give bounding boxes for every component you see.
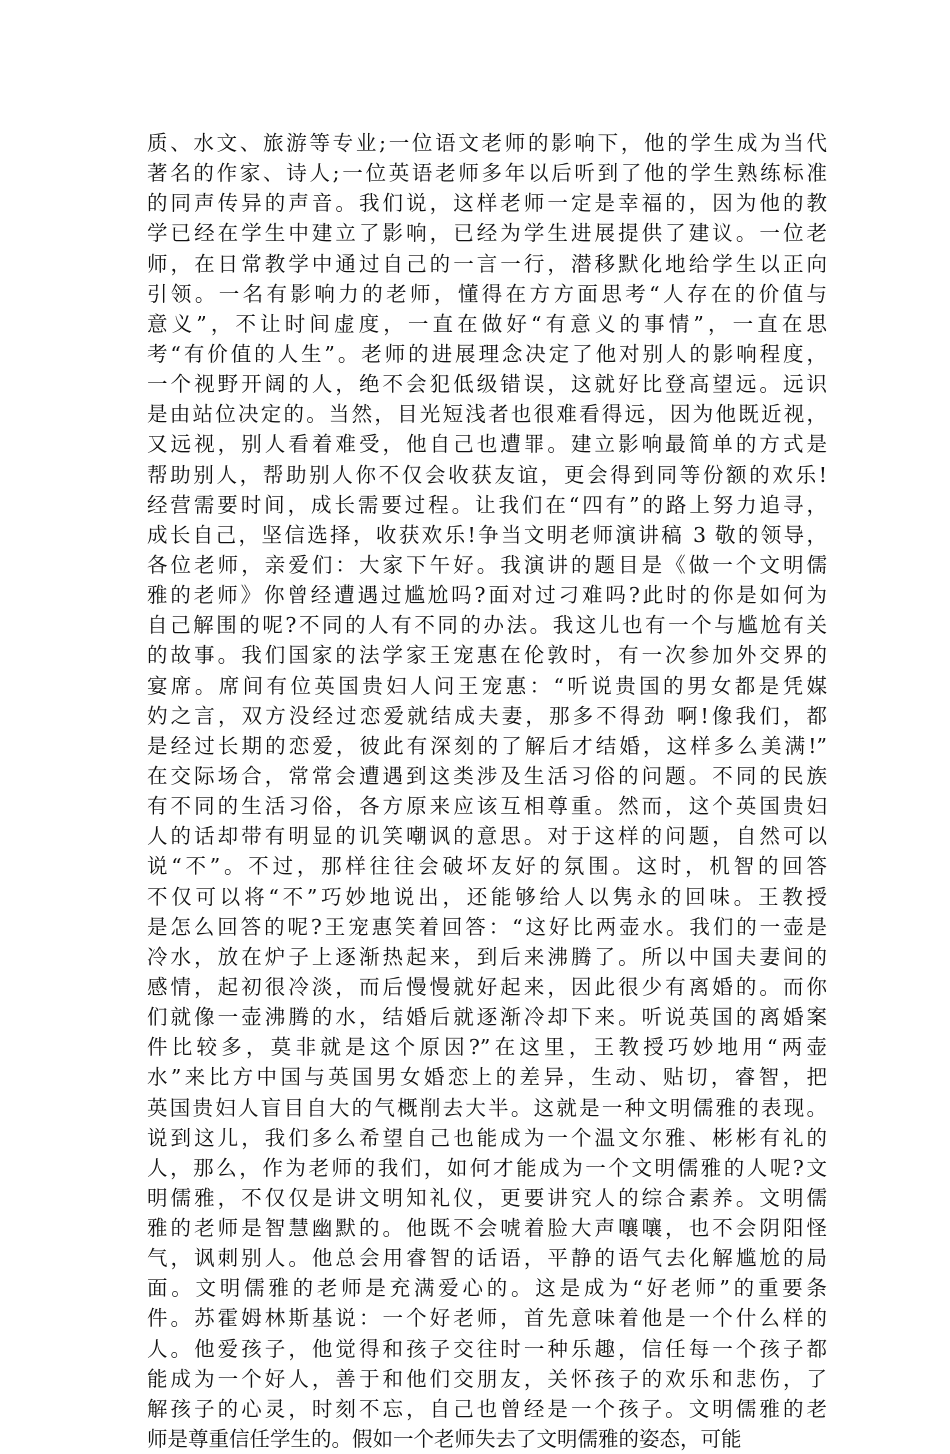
text-line: 的故事。我们国家的法学家王宠惠在伦敦时，有一次参加外交界的: [147, 643, 827, 668]
text-line: 件。苏霍姆林斯基说：一个好老师，首先意味着他是一个什么样的: [147, 1306, 827, 1331]
text-line: 自己解围的呢?不同的人有不同的办法。我这儿也有一个与尴尬有关: [147, 613, 827, 638]
text-line: 师是尊重信任学生的。假如一个老师失去了文明儒雅的姿态，可能: [147, 1427, 742, 1452]
text-line: 件比较多，莫非就是这个原因?”在这里，王教授巧妙地用“两壶: [147, 1035, 827, 1060]
text-line: 是由站位决定的。当然，目光短浅者也很难看得远，因为他既近视，: [147, 402, 827, 427]
text-line: 引领。一名有影响力的老师，懂得在方方面思考“人存在的价值与: [147, 281, 827, 306]
text-line: 说到这儿，我们多么希望自己也能成为一个温文尔雅、彬彬有礼的: [147, 1125, 827, 1150]
text-line: 有不同的生活习俗，各方原来应该互相尊重。然而，这个英国贵妇: [147, 794, 827, 819]
text-line: 意义”，不让时间虚度，一直在做好“有意义的事情”，一直在思: [147, 311, 827, 336]
text-line: 人，那么，作为老师的我们，如何才能成为一个文明儒雅的人呢?文: [147, 1155, 827, 1180]
text-line: 妁之言，双方没经过恋爱就结成夫妻，那多不得劲 啊!像我们，都: [147, 703, 827, 728]
text-line: 各位老师，亲爱们：大家下午好。我演讲的题目是《做一个文明儒: [147, 552, 827, 577]
text-line: 经营需要时间，成长需要过程。让我们在“四有”的路上努力追寻，: [147, 492, 827, 517]
text-line: 能成为一个好人，善于和他们交朋友，关怀孩子的欢乐和悲伤，了: [147, 1366, 827, 1391]
text-line: 著名的作家、诗人;一位英语老师多年以后听到了他的学生熟练标准: [147, 161, 827, 186]
text-line: 水”来比方中国与英国男女婚恋上的差异，生动、贴切，睿智，把: [147, 1065, 827, 1090]
text-line: 是怎么回答的呢?王宠惠笑着回答：“这好比两壶水。我们的一壶是: [147, 914, 827, 939]
text-line: 雅的老师是智慧幽默的。他既不会唬着脸大声嚷嚷，也不会阴阳怪: [147, 1216, 827, 1241]
text-line: 面。文明儒雅的老师是充满爱心的。这是成为“好老师”的重要条: [147, 1276, 827, 1301]
text-line: 人的话却带有明显的讥笑嘲讽的意思。对于这样的问题，自然可以: [147, 824, 827, 849]
text-line: 明儒雅，不仅仅是讲文明知礼仪，更要讲究人的综合素养。文明儒: [147, 1185, 827, 1210]
text-line: 考“有价值的人生”。老师的进展理念决定了他对别人的影响程度，: [147, 341, 827, 366]
text-line: 帮助别人，帮助别人你不仅会收获友谊，更会得到同等份额的欢乐!: [147, 462, 827, 487]
text-line: 感情，起初很冷淡，而后慢慢就好起来，因此很少有离婚的。而你: [147, 974, 827, 999]
text-line: 是经过长期的恋爱，彼此有深刻的了解后才结婚，这样多么美满!”: [147, 733, 827, 758]
text-line: 师，在日常教学中通过自己的一言一行，潜移默化地给学生以正向: [147, 251, 827, 276]
text-line: 冷水，放在炉子上逐渐热起来，到后来沸腾了。所以中国夫妻间的: [147, 944, 827, 969]
text-line: 又远视，别人看着难受，他自己也遭罪。建立影响最简单的方式是: [147, 432, 827, 457]
text-line: 的同声传异的声音。我们说，这样老师一定是幸福的，因为他的教: [147, 191, 827, 216]
text-line: 学已经在学生中建立了影响，已经为学生进展提供了建议。一位老: [147, 221, 827, 246]
text-line: 质、水文、旅游等专业;一位语文老师的影响下，他的学生成为当代: [147, 131, 827, 155]
text-line: 一个视野开阔的人，绝不会犯低级错误，这就好比登高望远。远识: [147, 372, 827, 397]
text-line: 人。他爱孩子，他觉得和孩子交往时一种乐趣，信任每一个孩子都: [147, 1336, 827, 1361]
text-line: 英国贵妇人盲目自大的气概削去大半。这就是一种文明儒雅的表现。: [147, 1095, 827, 1120]
text-line: 不仅可以将“不”巧妙地说出，还能够给人以隽永的回味。王教授: [147, 884, 827, 909]
text-line: 解孩子的心灵，时刻不忘，自己也曾经是一个孩子。文明儒雅的老: [147, 1396, 827, 1421]
text-line: 气，讽刺别人。他总会用睿智的话语，平静的语气去化解尴尬的局: [147, 1246, 827, 1271]
text-line: 宴席。席间有位英国贵妇人问王宠惠：“听说贵国的男女都是凭媒: [147, 673, 827, 698]
text-line: 雅的老师》你曾经遭遇过尴尬吗?面对过刁难吗?此时的你是如何为: [147, 583, 827, 608]
text-line: 说“不”。不过，那样往往会破坏友好的氛围。这时，机智的回答: [147, 854, 827, 879]
text-line: 成长自己，坚信选择，收获欢乐!争当文明老师演讲稿 3 敬的领导，: [147, 522, 827, 547]
text-line: 在交际场合，常常会遭遇到这类涉及生活习俗的问题。不同的民族: [147, 763, 827, 788]
text-line: 们就像一壶沸腾的水，结婚后就逐渐冷却下来。听说英国的离婚案: [147, 1005, 827, 1030]
body-text: [147, 128, 827, 1454]
